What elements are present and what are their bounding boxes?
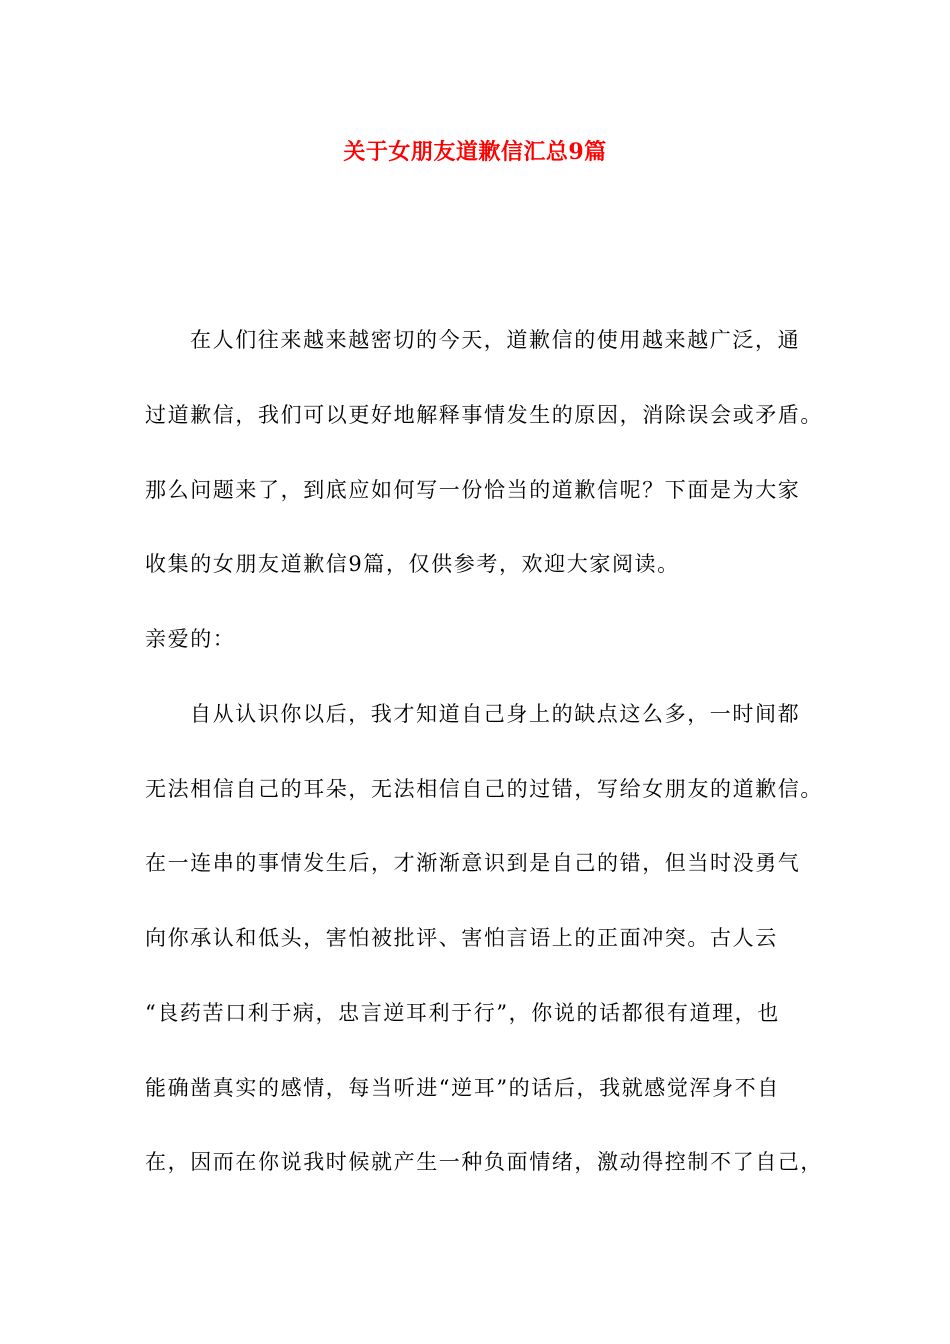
intro-line-2: 过道歉信，我们可以更好地解释事情发生的原因，消除误会或矛盾。	[145, 403, 823, 427]
intro-line-1: 在人们往来越来越密切的今天，道歉信的使用越来越广泛，通	[190, 328, 801, 352]
body-line-3: 在一连串的事情发生后，才渐渐意识到是自己的错，但当时没勇气	[145, 851, 801, 875]
intro-line-4: 收集的女朋友道歉信9篇，仅供参考，欢迎大家阅读。	[145, 552, 680, 576]
intro-line-3: 那么问题来了，到底应如何写一份恰当的道歉信呢？下面是为大家	[145, 478, 801, 502]
body-line-5: “良药苦口利于病，忠言逆耳利于行”，你说的话都很有道理，也	[145, 1001, 780, 1025]
body-line-7: 在，因而在你说我时候就产生一种负面情绪，激动得控制不了自己，	[145, 1150, 823, 1174]
body-line-1: 自从认识你以后，我才知道自己身上的缺点这么多，一时间都	[190, 702, 801, 726]
body-line-6: 能确凿真实的感情，每当听进“逆耳”的话后，我就感觉浑身不自	[145, 1076, 780, 1100]
salutation: 亲爱的：	[145, 627, 236, 651]
body-line-2: 无法相信自己的耳朵，无法相信自己的过错，写给女朋友的道歉信。	[145, 777, 823, 801]
body-line-4: 向你承认和低头，害怕被批评、害怕言语上的正面冲突。古人云	[145, 926, 778, 950]
document-title: 关于女朋友道歉信汇总9篇	[343, 139, 607, 165]
